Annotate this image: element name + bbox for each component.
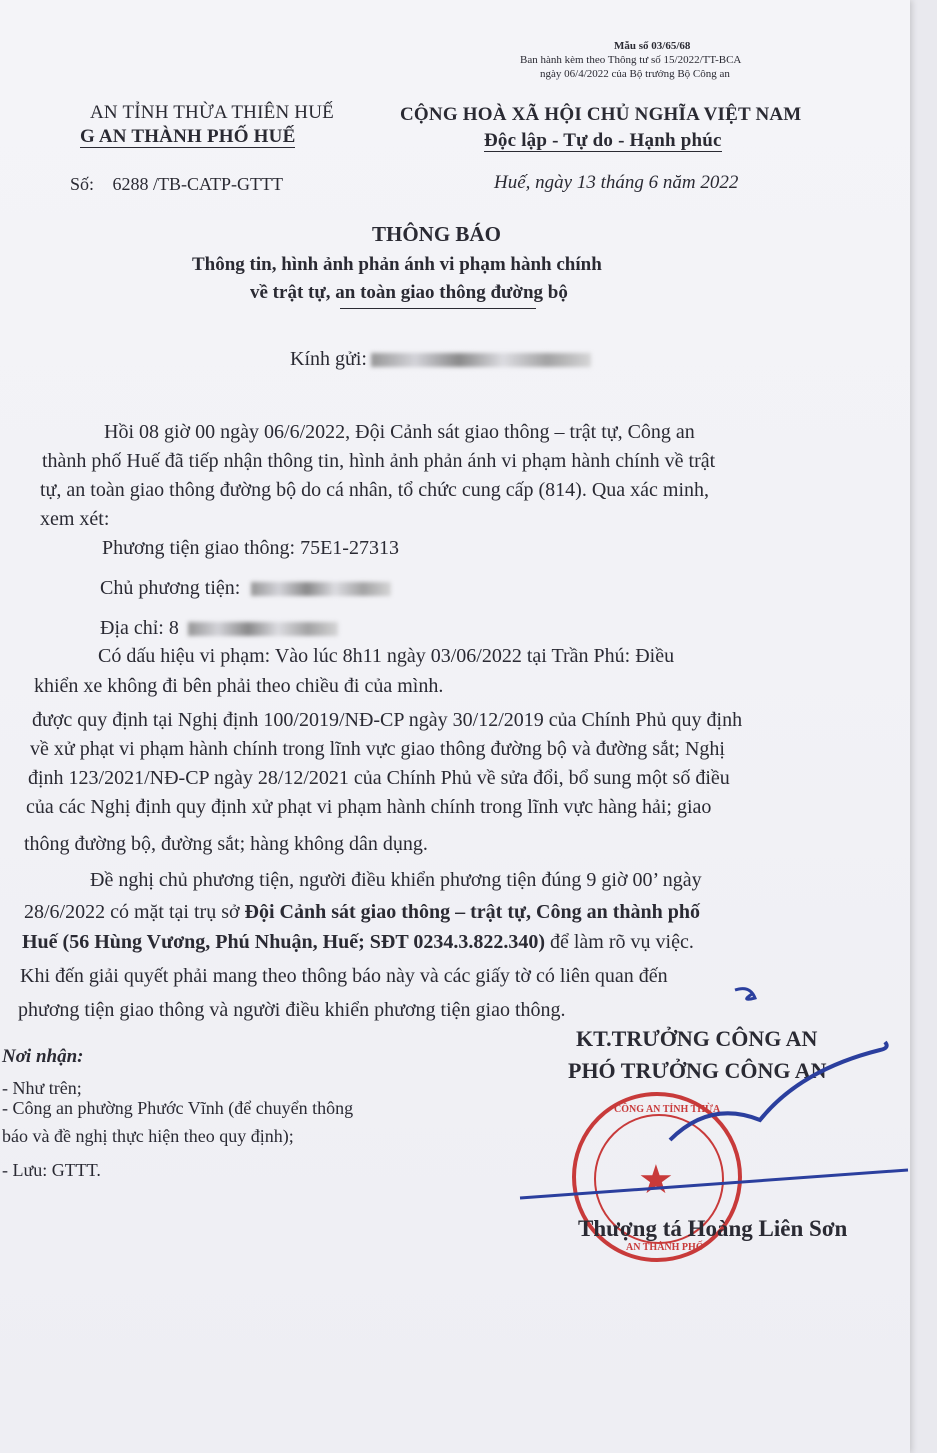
request-line-2 (24, 898, 700, 927)
request-line-4: Khi đến giải quyết phải mang theo thông báo này và các giấy tờ có liên quan đến (20, 965, 668, 987)
violation-line-2: khiển xe không đi bên phải theo chiều đi của mình. (34, 675, 444, 697)
legal-line-5: thông đường bộ, đường sắt; hàng không dân dụng. (24, 833, 428, 855)
doc-subtitle-2: về trật tự, an toàn giao thông đường bộ (250, 282, 568, 303)
handwritten-signature (500, 980, 910, 1220)
title-underline (340, 308, 536, 309)
agency-line2-text: G AN THÀNH PHỐ HUẾ (80, 126, 296, 147)
nation-line2 (484, 130, 722, 152)
redacted-owner (251, 582, 391, 596)
agency-line2 (80, 126, 295, 148)
legal-line-4: của các Nghị định quy định xử phạt vi phạm hành chính trong lĩnh vực hàng hải; giao (26, 796, 712, 818)
star-icon: ★ (638, 1157, 674, 1202)
recipients-item-2: - Công an phường Phước Vĩnh (để chuyển thông (2, 1098, 354, 1118)
doc-title: THÔNG BÁO (372, 222, 501, 246)
recipients-title: Nơi nhận: (2, 1046, 84, 1067)
redacted-address (188, 622, 338, 636)
doc-number-value: 6288 /TB-CATP-GTTT (112, 174, 284, 194)
signer-name: Thượng tá Hoàng Liên Sơn (578, 1216, 848, 1241)
intro-line-2: thành phố Huế đã tiếp nhận thông tin, hình ảnh phản ánh vi phạm hành chính về trật (42, 450, 716, 472)
recipients-item-4: - Lưu: GTTT. (2, 1160, 101, 1180)
signature-title-2: PHÓ TRƯỞNG CÔNG AN (568, 1058, 827, 1083)
request-line-2a: 28/6/2022 có mặt tại trụ sở (24, 901, 245, 923)
signature-stroke-line (520, 1170, 908, 1198)
form-line1: Ban hành kèm theo Thông tư số 15/2022/TT-BCA (520, 54, 742, 66)
signature-stroke-main (670, 1042, 887, 1140)
stamp-bottom-text: AN THÀNH PHỐ (626, 1242, 704, 1253)
place-date: Huế, ngày 13 tháng 6 năm 2022 (494, 172, 739, 193)
request-line-1: Đề nghị chủ phương tiện, người điều khiển phương tiện đúng 9 giờ 00’ ngày (90, 869, 702, 891)
request-address: Huế (56 Hùng Vương, Phú Nhuận, Huế; SĐT 0234.3.822.340) (22, 931, 545, 953)
intro-line-3: tự, an toàn giao thông đường bộ do cá nhân, tổ chức cung cấp (814). Qua xác minh, (40, 479, 710, 501)
agency-line1: AN TỈNH THỪA THIÊN HUẾ (90, 102, 334, 123)
request-line-5: phương tiện giao thông và người điều khiển phương tiện giao thông. (18, 999, 566, 1021)
recipients-item-1: - Như trên; (2, 1078, 82, 1098)
recipient-label: Kính gửi: (290, 348, 367, 370)
legal-line-2: về xử phạt vi phạm hành chính trong lĩnh vực giao thông đường bộ và đường sắt; Nghị (30, 738, 725, 760)
redacted-recipient (371, 353, 591, 367)
recipient (290, 348, 591, 371)
violation-line-1: Có dấu hiệu vi phạm: Vào lúc 8h11 ngày 03/06/2022 tại Trần Phú: Điều (98, 645, 675, 667)
address-label: Địa chỉ: (100, 617, 164, 639)
stamp-top-text: CÔNG AN TỈNH THỪA (614, 1104, 721, 1115)
form-number: Mẫu số 03/65/68 (614, 40, 691, 52)
intro-line-4: xem xét: (40, 508, 110, 530)
owner-label: Chủ phương tiện: (100, 577, 241, 599)
nation-motto: Độc lập - Tự do - Hạnh phúc (484, 130, 722, 151)
vehicle-address (100, 614, 338, 643)
doc-number (70, 174, 283, 195)
signature-title-1: KT.TRƯỞNG CÔNG AN (576, 1026, 818, 1051)
form-line2: ngày 06/4/2022 của Bộ trưởng Bộ Công an (540, 68, 730, 80)
doc-number-label: Số: (70, 174, 95, 194)
recipients-item-3: báo và đề nghị thực hiện theo quy định); (2, 1126, 294, 1146)
request-line-3 (22, 928, 694, 957)
request-line-2b: Đội Cảnh sát giao thông – trật tự, Công an thành phố (244, 901, 700, 923)
legal-line-3: định 123/2021/NĐ-CP ngày 28/12/2021 của Chính Phủ về sửa đổi, bổ sung một số điều (28, 767, 730, 789)
vehicle-plate: Phương tiện giao thông: 75E1-27313 (102, 537, 399, 559)
vehicle-owner (100, 574, 391, 603)
legal-line-1: được quy định tại Nghị định 100/2019/NĐ-CP ngày 30/12/2019 của Chính Phủ quy định (32, 709, 743, 731)
request-line-3b: để làm rõ vụ việc. (545, 931, 694, 953)
nation-line1: CỘNG HOÀ XÃ HỘI CHỦ NGHĨA VIỆT NAM (400, 104, 802, 125)
doc-subtitle-1: Thông tin, hình ảnh phản ánh vi phạm hành chính (192, 254, 602, 275)
signature-stroke-top (735, 989, 755, 1000)
intro-line-1: Hồi 08 giờ 00 ngày 06/6/2022, Đội Cảnh sát giao thông – trật tự, Công an (104, 421, 695, 443)
address-start: 8 (168, 617, 179, 639)
